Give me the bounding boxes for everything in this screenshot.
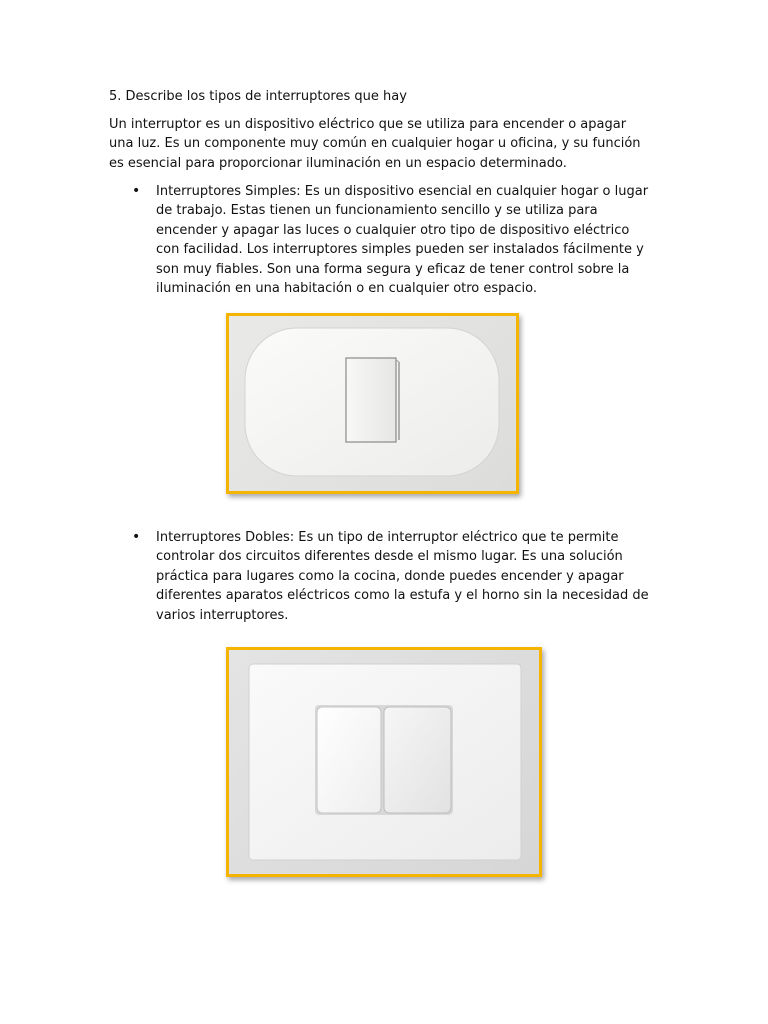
intro-paragraph: Un interruptor es un dispositivo eléctrico que se utiliza para encender o apagar una luz. Es un componente muy común en cualquier hogar u oficina, y su función es esencial para proporcionar iluminación en un espacio determinado. xyxy=(109,117,641,171)
bullet-text-simple: Interruptores Simples: Es un dispositivo esencial en cualquier hogar o lugar de trabajo. Estas tienen un funcionamiento sencillo y se utiliza para encender y apagar las luces o cualquier otro tipo de dispositivo eléctrico con facilidad. Los interruptores simples pueden ser instalados fácilmente y son muy fiables. Son una forma segura y eficaz de tener control sobre la iluminación en una habitación o en cualquier otro espacio. xyxy=(156,184,649,297)
single-switch-image xyxy=(226,313,519,494)
bullet-marker: • xyxy=(132,183,141,199)
bullet-marker: • xyxy=(132,529,141,545)
bullet-text-double: Interruptores Dobles: Es un tipo de interruptor eléctrico que te permite controlar dos circuitos diferentes desde el mismo lugar. Es una solución práctica para lugares como la cocina, donde puedes encender y apagar diferentes aparatos eléctricos como la estufa y el horno sin la necesidad de varios interruptores. xyxy=(156,530,649,623)
section-heading: 5. Describe los tipos de interruptores que hay xyxy=(109,89,407,104)
double-switch-image xyxy=(226,647,542,877)
double-switch-illustration xyxy=(229,650,539,874)
single-switch-illustration xyxy=(229,316,516,491)
